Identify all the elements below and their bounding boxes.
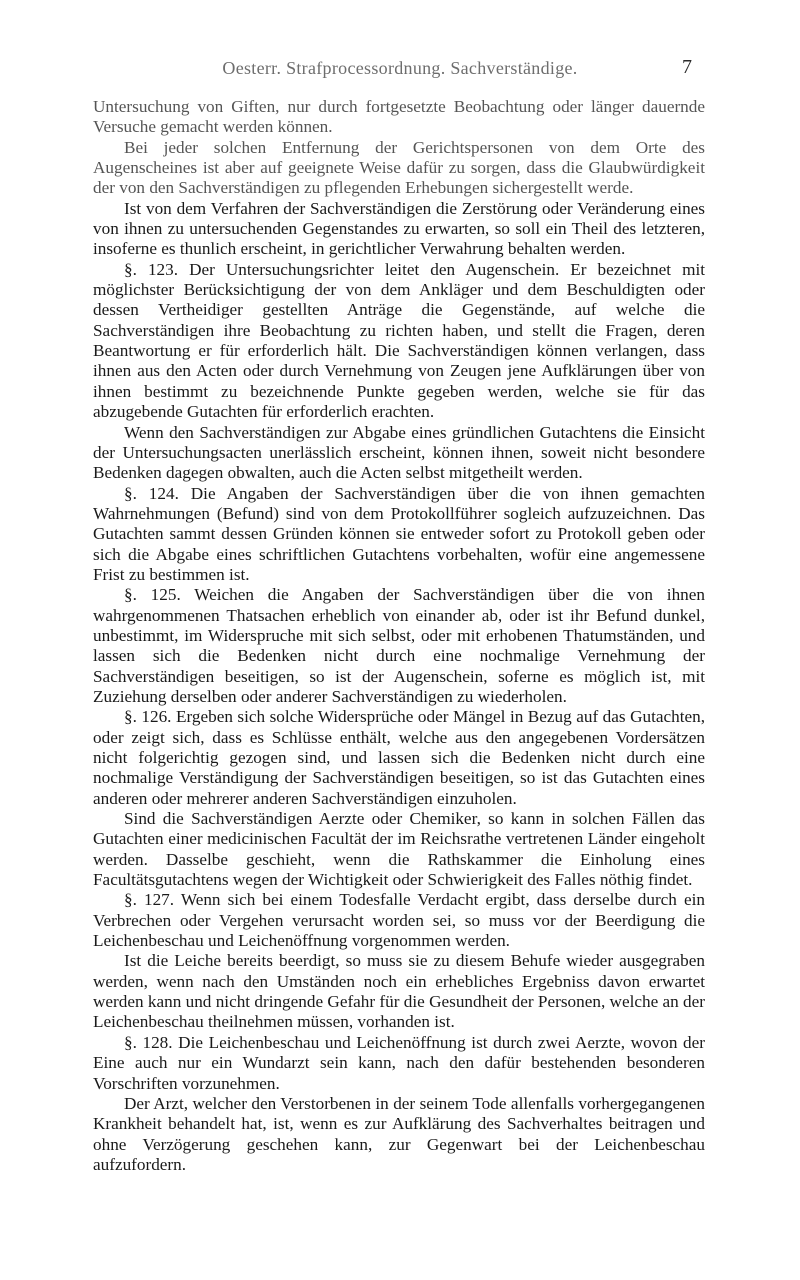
paragraph-continuation: Untersuchung von Giften, nur durch fortgesetzte Beobachtung oder länger dauernde Versuche gemacht werden können.	[93, 97, 705, 137]
paragraph-acts-insight: Wenn den Sachverständigen zur Abgabe eines gründlichen Gutachtens die Einsicht der Untersuchungsacten unerlässlich erscheint, können ihnen, soweit nicht besondere Bedenken dagegen obwalten, auch die Acten selbst mitgetheilt werden.	[93, 422, 705, 483]
page-number: 7	[682, 56, 692, 78]
body-text	[93, 97, 705, 1175]
paragraph-section-128: §. 128. Die Leichenbeschau und Leichenöffnung ist durch zwei Aerzte, wovon der Eine auch nur ein Wundarzt sein kann, nach den dafür bestehenden besonderen Vorschriften vorzunehmen.	[93, 1032, 705, 1093]
paragraph-attending-physician: Der Arzt, welcher den Verstorbenen in der seinem Tode allenfalls vorhergegangenen Krankheit behandelt hat, ist, wenn es zur Aufklärung des Sachverhaltes beitragen und ohne Verzögerung geschehen kann, zur Gegenwart bei der Leichenbeschau aufzufordern.	[93, 1093, 705, 1174]
paragraph-section-123: §. 123. Der Untersuchungsrichter leitet den Augenschein. Er bezeichnet mit möglichster Berücksichtigung der von dem Ankläger und dem Beschuldigten oder dessen Vertheidiger gestellten Anträge die Gegenstände, auf welche die Sachverständigen ihre Beobachtung zu richten haben, und stellt die Fragen, deren Beantwortung er für erforderlich hält. Die Sachverständigen können verlangen, dass ihnen aus den Acten oder durch Vernehmung von Zeugen jene Aufklärungen über von ihnen bestimmt zu bezeichnende Punkte gegeben werden, welche sie für das abzugebende Gutachten für erforderlich erachten.	[93, 259, 705, 422]
paragraph-section-125: §. 125. Weichen die Angaben der Sachverständigen über die von ihnen wahrgenommenen Thatsachen erheblich von einander ab, oder ist ihr Befund dunkel, unbestimmt, im Widerspruche mit sich selbst, oder mit erhobenen Thatumständen, und lassen sich die Bedenken nicht durch eine nochmalige Vernehmung der Sachverständigen beseitigen, so ist der Augenschein, soferne es möglich ist, mit Zuziehung derselben oder anderer Sachverständigen zu wiederholen.	[93, 585, 705, 706]
running-head: Oesterr. Strafprocessordnung. Sachverständige.	[222, 58, 578, 78]
paragraph-credibility: Bei jeder solchen Entfernung der Gerichtspersonen von dem Orte des Augenscheines ist aber auf geeignete Weise dafür zu sorgen, dass die Glaubwürdigkeit der von den Sachverständigen zu pflegenden Erhebungen sichergestellt werde.	[93, 137, 705, 198]
paragraph-destruction: Ist von dem Verfahren der Sachverständigen die Zerstörung oder Veränderung eines von ihnen zu untersuchenden Gegenstandes zu erwarten, so soll ein Theil des letzteren, insoferne es thunlich erscheint, in gerichtlicher Verwahrung behalten werden.	[93, 198, 705, 259]
paragraph-exhumation: Ist die Leiche bereits beerdigt, so muss sie zu diesem Behufe wieder ausgegraben werden, wenn nach den Umständen noch ein erhebliches Ergebniss davon erwartet werden kann und nicht dringende Gefahr für die Gesundheit der Personen, welche an der Leichenbeschau theilnehmen müssen, vorhanden ist.	[93, 951, 705, 1032]
paragraph-section-126: §. 126. Ergeben sich solche Widersprüche oder Mängel in Bezug auf das Gutachten, oder zeigt sich, dass es Schlüsse enthält, welche aus den angegebenen Vordersätzen nicht folgerichtig gezogen sind, und lassen sich die Bedenken nicht durch eine nochmalige Verständigung der Sachverständigen beseitigen, so ist das Gutachten eines anderen oder mehrerer anderen Sachverständigen einzuholen.	[93, 707, 705, 808]
paragraph-faculty-opinion: Sind die Sachverständigen Aerzte oder Chemiker, so kann in solchen Fällen das Gutachten einer medicinischen Facultät der im Reichsrathe vertretenen Länder eingeholt werden. Dasselbe geschieht, wenn die Rathskammer die Einholung eines Facultätsgutachtens wegen der Wichtigkeit oder Schwierigkeit des Falles nöthig findet.	[93, 809, 705, 890]
paragraph-section-124: §. 124. Die Angaben der Sachverständigen über die von ihnen gemachten Wahrnehmungen (Befund) sind von dem Protokollführer sogleich aufzuzeichnen. Das Gutachten sammt dessen Gründen können sie entweder sofort zu Protokoll geben oder sich die Abgabe eines schriftlichen Gutachtens vorbehalten, wofür eine angemessene Frist zu bestimmen ist.	[93, 483, 705, 584]
paragraph-section-127: §. 127. Wenn sich bei einem Todesfalle Verdacht ergibt, dass derselbe durch ein Verbrechen oder Vergehen verursacht worden sei, so muss vor der Beerdigung die Leichenbeschau und Leichenöffnung vorgenommen werden.	[93, 890, 705, 951]
